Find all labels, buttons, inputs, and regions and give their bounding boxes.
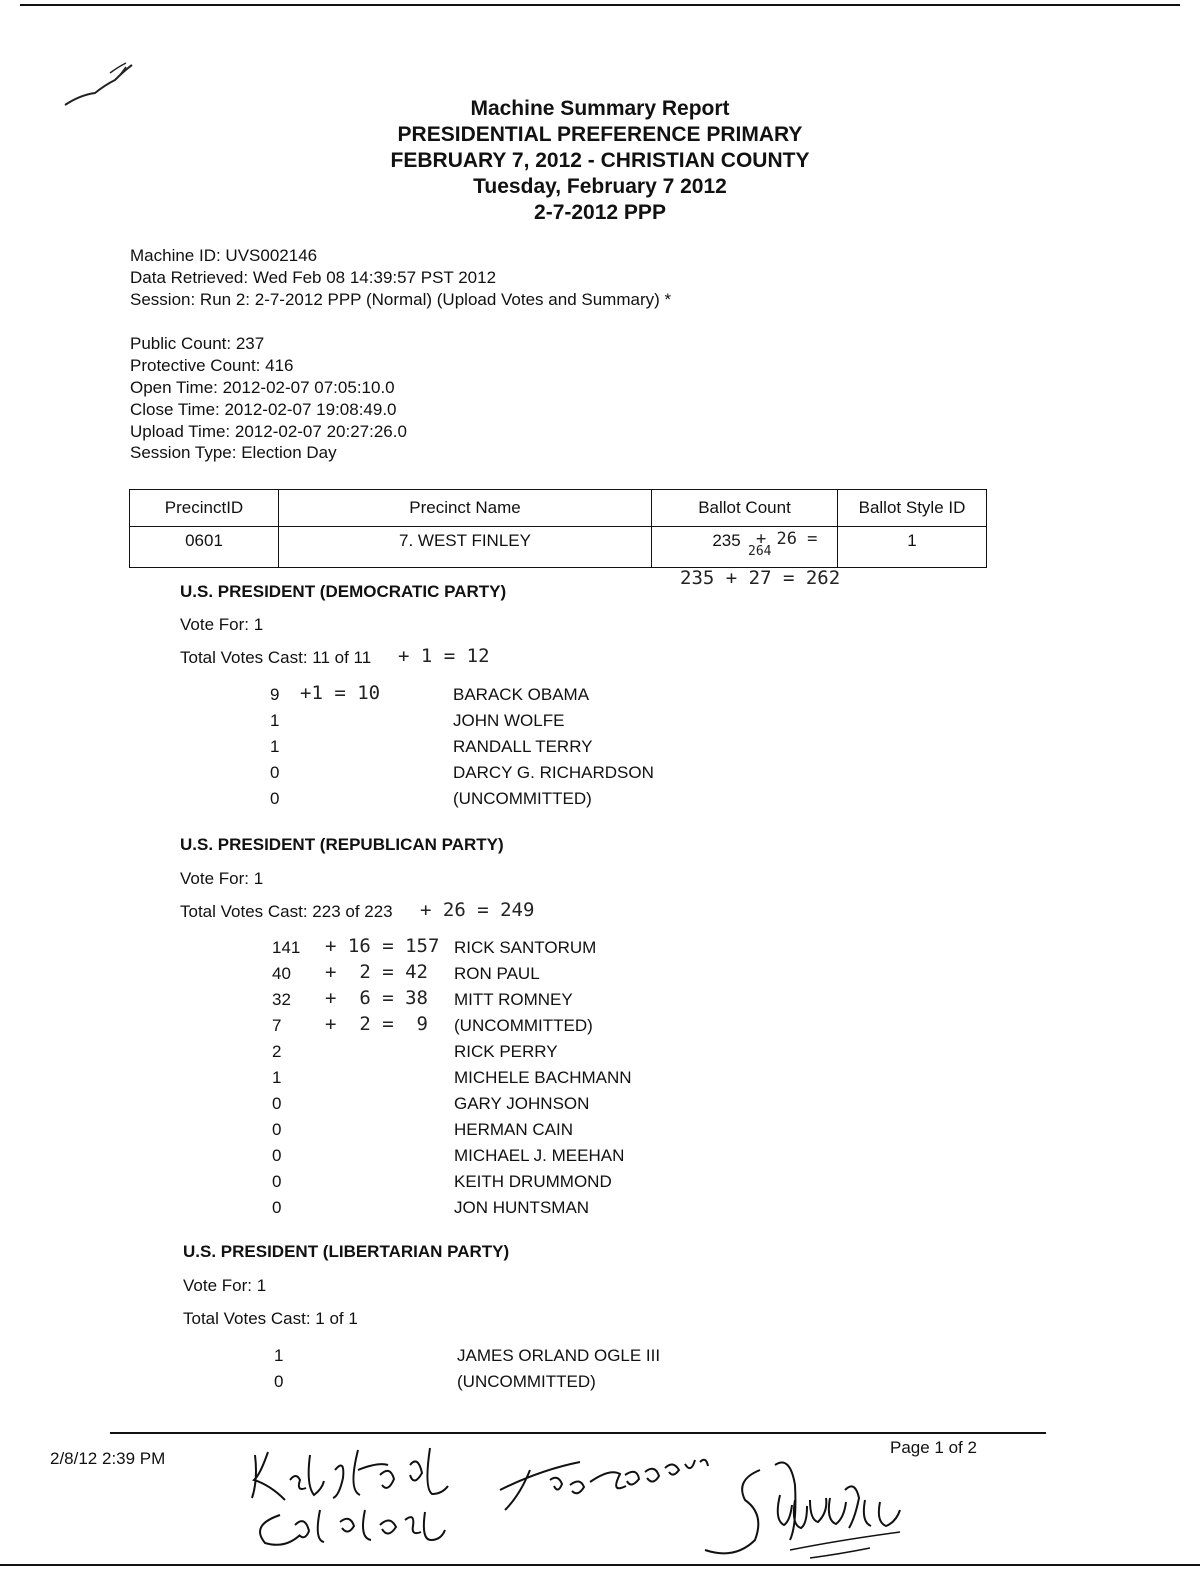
- election-date-county: FEBRUARY 7, 2012 - CHRISTIAN COUNTY: [390, 149, 810, 172]
- rep-candidate-name: (UNCOMMITTED): [454, 1016, 593, 1035]
- dem-candidate-handwritten: +1 = 10: [300, 682, 381, 704]
- dem-candidate-name: BARACK OBAMA: [453, 685, 590, 704]
- lib-total-votes: Total Votes Cast: 1 of 1: [183, 1309, 358, 1328]
- public-count: Public Count: 237: [130, 334, 265, 353]
- rep-total-handwritten: + 26 = 249: [420, 899, 535, 921]
- lib-candidate-votes: 1: [274, 1346, 284, 1365]
- session-info: Session: Run 2: 2-7-2012 PPP (Normal) (Upload Votes and Summary) *: [130, 290, 672, 309]
- header-ballot-style-id: Ballot Style ID: [838, 490, 987, 527]
- ballot-count-correction: 235 + 27 = 262: [680, 567, 841, 589]
- lib-vote-for: Vote For: 1: [183, 1276, 267, 1295]
- rep-candidate-handwritten: + 6 = 38: [325, 987, 428, 1009]
- lib-candidate-name: JAMES ORLAND OGLE III: [457, 1346, 661, 1365]
- rep-candidate-votes: 2: [272, 1042, 282, 1061]
- upload-time: Upload Time: 2012-02-07 20:27:26.0: [130, 422, 407, 441]
- lib-section-title: U.S. PRESIDENT (LIBERTARIAN PARTY): [183, 1242, 510, 1261]
- ballot-count-handwritten-sub: 264: [748, 544, 772, 559]
- report-title: Machine Summary Report: [470, 97, 730, 120]
- rep-candidate-name: JON HUNTSMAN: [454, 1198, 590, 1217]
- rep-candidate-name: MICHAEL J. MEEHAN: [454, 1146, 625, 1165]
- ballot-count-cell: [652, 527, 838, 568]
- dem-candidate-name: JOHN WOLFE: [453, 711, 565, 730]
- precinct-name: 7. WEST FINLEY: [279, 527, 652, 568]
- footer-rule: [110, 1432, 1046, 1434]
- rep-candidate-votes: 141: [272, 938, 301, 957]
- rep-candidate-handwritten: + 2 = 9: [325, 1013, 428, 1035]
- dem-candidate-votes: 1: [270, 737, 280, 756]
- rep-total-votes: Total Votes Cast: 223 of 223: [180, 902, 393, 921]
- precinct-row: [130, 527, 987, 568]
- rep-candidate-name: GARY JOHNSON: [454, 1094, 590, 1113]
- header-precinct-id: PrecinctID: [130, 490, 279, 527]
- rep-candidate-name: RICK PERRY: [454, 1042, 558, 1061]
- dem-section-title: U.S. PRESIDENT (DEMOCRATIC PARTY): [180, 582, 507, 601]
- rep-candidate-votes: 0: [272, 1198, 282, 1217]
- rep-candidate-votes: 32: [272, 990, 291, 1009]
- close-time: Close Time: 2012-02-07 19:08:49.0: [130, 400, 397, 419]
- dem-candidate-votes: 1: [270, 711, 280, 730]
- rep-candidate-name: RON PAUL: [454, 964, 540, 983]
- dem-candidate-name: (UNCOMMITTED): [453, 789, 592, 808]
- rep-candidate-votes: 1: [272, 1068, 282, 1087]
- lib-candidate-votes: 0: [274, 1372, 284, 1391]
- rep-candidate-name: KEITH DRUMMOND: [454, 1172, 612, 1191]
- rep-candidate-handwritten: + 2 = 42: [325, 961, 428, 983]
- footer-page-number: Page 1 of 2: [890, 1438, 977, 1457]
- machine-id: Machine ID: UVS002146: [130, 246, 318, 265]
- dem-candidate-votes: 0: [270, 763, 280, 782]
- rep-candidate-name: MITT ROMNEY: [454, 990, 573, 1009]
- rep-candidate-name: MICHELE BACHMANN: [454, 1068, 632, 1087]
- rep-candidate-votes: 0: [272, 1172, 282, 1191]
- dem-vote-for: Vote For: 1: [180, 615, 264, 634]
- precinct-id: 0601: [130, 527, 279, 568]
- rep-candidate-name: RICK SANTORUM: [454, 938, 597, 957]
- footer-timestamp: 2/8/12 2:39 PM: [50, 1449, 166, 1468]
- lib-candidate-name: (UNCOMMITTED): [457, 1372, 596, 1391]
- election-day: Tuesday, February 7 2012: [473, 175, 727, 198]
- top-border-line: [20, 4, 1180, 6]
- rep-candidate-votes: 7: [272, 1016, 282, 1035]
- header-ballot-count: Ballot Count: [652, 490, 838, 527]
- rep-candidate-votes: 0: [272, 1094, 282, 1113]
- election-title: PRESIDENTIAL PREFERENCE PRIMARY: [397, 123, 803, 146]
- dem-total-handwritten: + 1 = 12: [398, 645, 490, 667]
- dem-candidate-votes: 9: [270, 685, 280, 704]
- precinct-table: [129, 489, 987, 568]
- open-time: Open Time: 2012-02-07 07:05:10.0: [130, 378, 395, 397]
- rep-vote-for: Vote For: 1: [180, 869, 264, 888]
- rep-candidate-votes: 0: [272, 1146, 282, 1165]
- dem-total-votes: Total Votes Cast: 11 of 11: [180, 648, 372, 667]
- rep-section-title: U.S. PRESIDENT (REPUBLICAN PARTY): [180, 835, 504, 854]
- rep-candidate-name: HERMAN CAIN: [454, 1120, 574, 1139]
- rep-candidate-handwritten: + 16 = 157: [325, 935, 440, 957]
- election-code: 2-7-2012 PPP: [534, 201, 666, 224]
- precinct-table-header: [130, 490, 987, 527]
- ballot-style-id: 1: [838, 527, 987, 568]
- dem-candidate-votes: 0: [270, 789, 280, 808]
- signature-2: [490, 1450, 910, 1565]
- ballot-count-handwritten: + 26 =: [756, 529, 818, 549]
- header-precinct-name: Precinct Name: [279, 490, 652, 527]
- rep-candidate-votes: 0: [272, 1120, 282, 1139]
- session-type: Session Type: Election Day: [130, 443, 337, 462]
- protective-count: Protective Count: 416: [130, 356, 294, 375]
- ballot-count: 235: [712, 531, 741, 550]
- dem-candidate-name: DARCY G. RICHARDSON: [453, 763, 654, 782]
- data-retrieved: Data Retrieved: Wed Feb 08 14:39:57 PST 2012: [130, 268, 497, 287]
- dem-candidate-name: RANDALL TERRY: [453, 737, 593, 756]
- signature-1: [240, 1440, 470, 1555]
- rep-candidate-votes: 40: [272, 964, 291, 983]
